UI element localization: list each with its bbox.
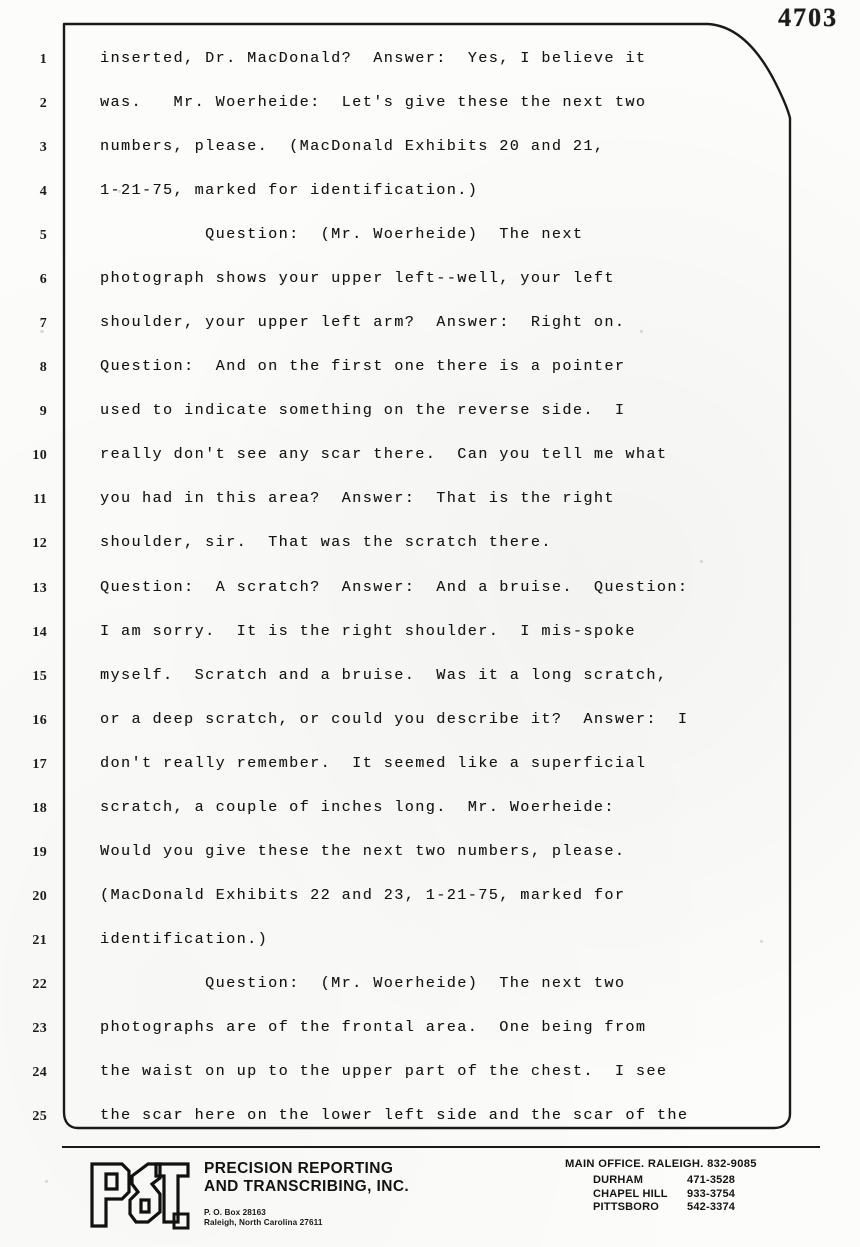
transcript-line: photograph shows your upper left--well, your left: [100, 269, 615, 287]
branch-phone: 471-3528: [687, 1174, 736, 1186]
branch-phone: 542-3374: [687, 1201, 736, 1213]
line-number: 5: [39, 228, 47, 243]
transcript-line: used to indicate something on the reverse side. I: [100, 401, 626, 419]
branch-office-list: [593, 1174, 757, 1215]
line-number: 15: [32, 669, 47, 684]
line-number: 24: [32, 1065, 47, 1080]
line-number: 2: [39, 96, 47, 111]
branch-office-row: [593, 1174, 757, 1188]
line-number: 25: [32, 1109, 47, 1124]
address-line-2: Raleigh, North Carolina 27611: [204, 1218, 323, 1227]
page-number: 4703: [778, 3, 838, 32]
transcript-line: don't really remember. It seemed like a superficial: [100, 754, 647, 772]
line-number: 17: [32, 757, 47, 772]
branch-city: PITTSBORO: [593, 1201, 659, 1213]
line-number-column: [0, 22, 56, 1132]
transcript-line: the scar here on the lower left side and the scar of the: [100, 1106, 689, 1124]
transcript-line: shoulder, your upper left arm? Answer: Right on.: [100, 313, 626, 331]
branch-office-row: [593, 1188, 757, 1202]
branch-city: DURHAM: [593, 1174, 644, 1186]
contact-block: [565, 1158, 757, 1215]
line-number: 7: [39, 316, 47, 331]
transcript-line: 1-21-75, marked for identification.): [100, 181, 479, 199]
transcript-line: Question: And on the first one there is a pointer: [100, 357, 626, 375]
transcript-line: Question: A scratch? Answer: And a bruise. Question:: [100, 578, 689, 596]
line-number: 21: [32, 933, 47, 948]
transcript-line: (MacDonald Exhibits 22 and 23, 1-21-75, marked for: [100, 886, 626, 904]
main-office-phone: MAIN OFFICE. RALEIGH. 832-9085: [565, 1158, 757, 1170]
line-number: 20: [32, 889, 47, 904]
transcript-line: the waist on up to the upper part of the chest. I see: [100, 1062, 668, 1080]
transcript-line: I am sorry. It is the right shoulder. I mis-spoke: [100, 622, 636, 640]
transcript-line: really don't see any scar there. Can you tell me what: [100, 445, 668, 463]
transcript-line: numbers, please. (MacDonald Exhibits 20 and 21,: [100, 137, 605, 155]
footer: [0, 1150, 860, 1245]
line-number: 6: [39, 272, 47, 287]
line-number: 1: [39, 52, 47, 67]
line-number: 14: [32, 625, 47, 640]
line-number: 18: [32, 801, 47, 816]
line-number: 13: [32, 581, 47, 596]
transcript-line: inserted, Dr. MacDonald? Answer: Yes, I believe it: [100, 49, 647, 67]
line-number: 9: [39, 404, 47, 419]
branch-office-row: [593, 1201, 757, 1215]
footer-divider: [62, 1146, 820, 1148]
line-number: 8: [39, 360, 47, 375]
address-line-1: P. O. Box 28163: [204, 1208, 266, 1217]
company-name-line-2: AND TRANSCRIBING, INC.: [204, 1178, 410, 1195]
transcript-line: photographs are of the frontal area. One being from: [100, 1018, 647, 1036]
transcript-line: identification.): [100, 930, 269, 948]
pandt-logo-icon: [86, 1156, 194, 1234]
line-number: 11: [33, 492, 47, 507]
transcript-line: Would you give these the next two numbers, please.: [100, 842, 626, 860]
line-number: 19: [32, 845, 47, 860]
transcript-line: was. Mr. Woerheide: Let's give these the next two: [100, 93, 647, 111]
line-number: 10: [32, 448, 47, 463]
company-address: [204, 1208, 409, 1228]
company-name-line-1: PRECISION REPORTING: [204, 1160, 394, 1177]
line-number: 12: [32, 536, 47, 551]
transcript-line: scratch, a couple of inches long. Mr. Woerheide:: [100, 798, 615, 816]
transcript-line: you had in this area? Answer: That is the right: [100, 489, 615, 507]
line-number: 4: [39, 184, 47, 199]
transcript-line: shoulder, sir. That was the scratch there.: [100, 533, 552, 551]
transcript-body: [100, 22, 820, 1132]
branch-phone: 933-3754: [687, 1187, 736, 1200]
company-logo-block: [86, 1156, 409, 1234]
line-number: 22: [32, 977, 47, 992]
transcript-line: or a deep scratch, or could you describe it? Answer: I: [100, 710, 689, 728]
transcript-line: myself. Scratch and a bruise. Was it a long scratch,: [100, 666, 668, 684]
line-number: 23: [32, 1021, 47, 1036]
line-number: 16: [32, 713, 47, 728]
transcript-line: Question: (Mr. Woerheide) The next two: [100, 974, 626, 992]
line-number: 3: [39, 140, 47, 155]
branch-city: CHAPEL HILL: [593, 1187, 668, 1200]
company-name-block: [204, 1156, 409, 1228]
transcript-line: Question: (Mr. Woerheide) The next: [100, 225, 584, 243]
